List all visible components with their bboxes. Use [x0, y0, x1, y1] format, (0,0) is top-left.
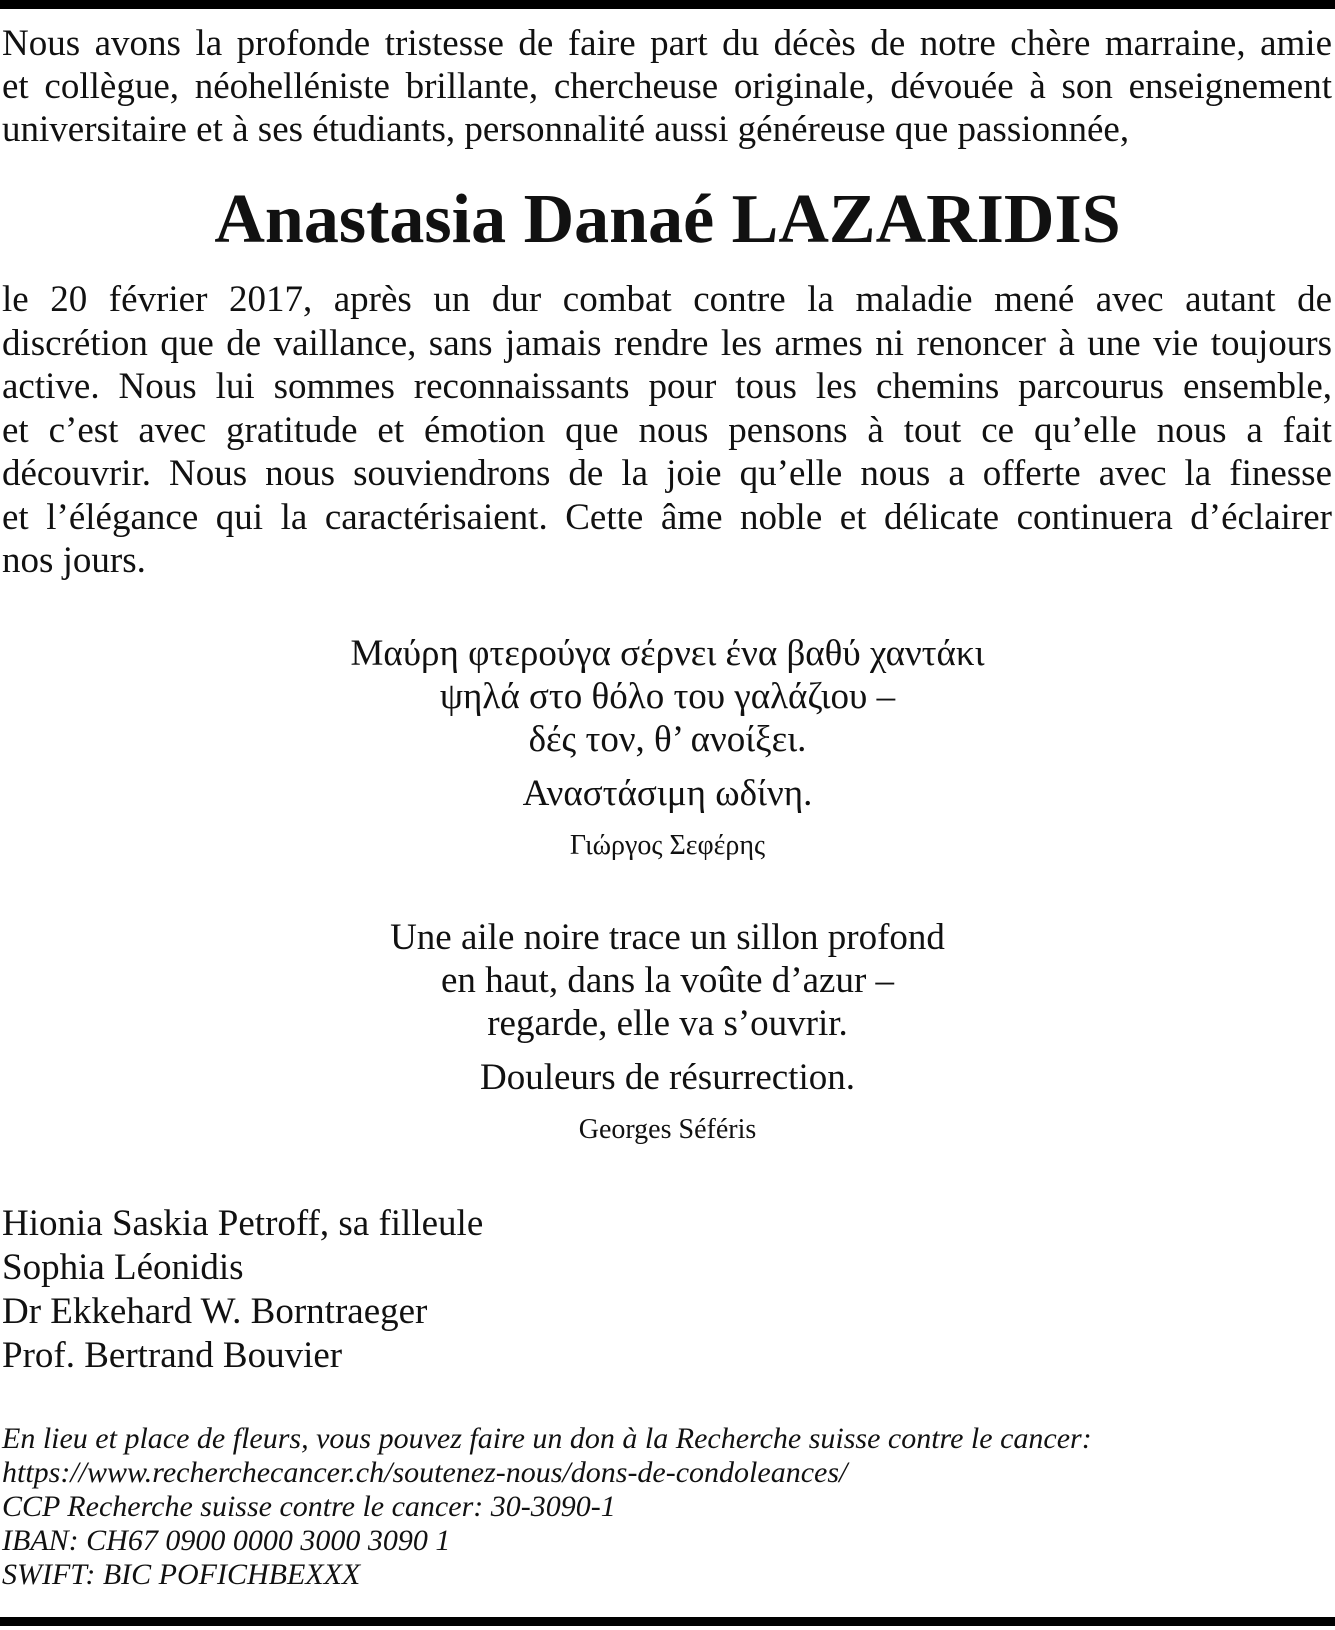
announcement-body — [2, 278, 1332, 583]
bottom-border-rule — [0, 1617, 1335, 1626]
signatory: Prof. Bertrand Bouvier — [2, 1335, 343, 1376]
body-line: active. Nous lui sommes reconnaissants pour tous les chemins parcourus ensemble, — [2, 366, 1332, 407]
body-line: et c’est avec gratitude et émotion que nous pensons à tout ce qu’elle nous a fait — [2, 409, 1332, 451]
donation-iban: IBAN: CH67 0900 0000 3000 3090 1 — [2, 1524, 451, 1557]
body-line: le 20 février 2017, après un dur combat contre la maladie mené avec autant de — [2, 279, 1332, 320]
poem-closing-line: Αναστάσιμη ωδίνη. — [522, 773, 813, 814]
poem-author: Georges Séféris — [578, 1114, 757, 1145]
poem-line: δές τον, θ’ ανοίξει. — [528, 719, 807, 760]
intro-line: et collègue, néohelléniste brillante, chercheuse originale, dévouée à son enseignement — [2, 66, 1332, 107]
poem-line: regarde, elle va s’ouvrir. — [487, 1003, 848, 1044]
poem-closing-line: Douleurs de résurrection. — [479, 1057, 855, 1098]
body-line: découvrir. Nous nous souviendrons de la joie qu’elle nous a offerte avec la finesse — [2, 453, 1332, 494]
body-line: nos jours. — [2, 540, 146, 581]
signatory: Dr Ekkehard W. Borntraeger — [2, 1291, 428, 1332]
french-poem — [0, 916, 1335, 1147]
top-border-rule — [0, 0, 1335, 9]
poem-line: Une aile noire trace un sillon profond — [390, 917, 945, 958]
announcement-intro — [2, 22, 1332, 151]
donation-url: https://www.recherchecancer.ch/soutenez-nous/dons-de-condoleances/ — [2, 1456, 848, 1489]
body-line: discrétion que de vaillance, sans jamais rendre les armes ni renoncer à une vie toujours — [2, 322, 1332, 364]
donation-line: En lieu et place de fleurs, vous pouvez faire un don à la Recherche suisse contre le cancer: — [2, 1422, 1092, 1455]
poem-author: Γιώργος Σεφέρης — [569, 830, 766, 861]
intro-line: Nous avons la profonde tristesse de faire part du décès de notre chère marraine, amie — [2, 23, 1332, 64]
donation-note — [2, 1422, 1332, 1592]
donation-ccp: CCP Recherche suisse contre le cancer: 30-3090-1 — [2, 1490, 616, 1523]
poem-line: ψηλά στο θόλο του γαλάζιου – — [439, 676, 896, 717]
body-line: et l’élégance qui la caractérisaient. Cette âme noble et délicate continuera d’éclairer — [2, 496, 1332, 538]
poem-line: en haut, dans la voûte d’azur – — [440, 960, 895, 1001]
signatory: Hionia Saskia Petroff, sa filleule — [2, 1203, 484, 1244]
greek-poem — [0, 632, 1335, 863]
signatory: Sophia Léonidis — [2, 1247, 244, 1288]
poem-line: Μαύρη φτερούγα σέρνει ένα βαθύ χαντάκι — [350, 633, 985, 674]
signatories-list — [2, 1202, 1332, 1378]
deceased-name: Anastasia Danaé LAZARIDIS — [214, 181, 1121, 258]
donation-swift: SWIFT: BIC POFICHBEXXX — [2, 1558, 361, 1591]
intro-line: universitaire et à ses étudiants, personnalité aussi généreuse que passionnée, — [2, 109, 1130, 150]
